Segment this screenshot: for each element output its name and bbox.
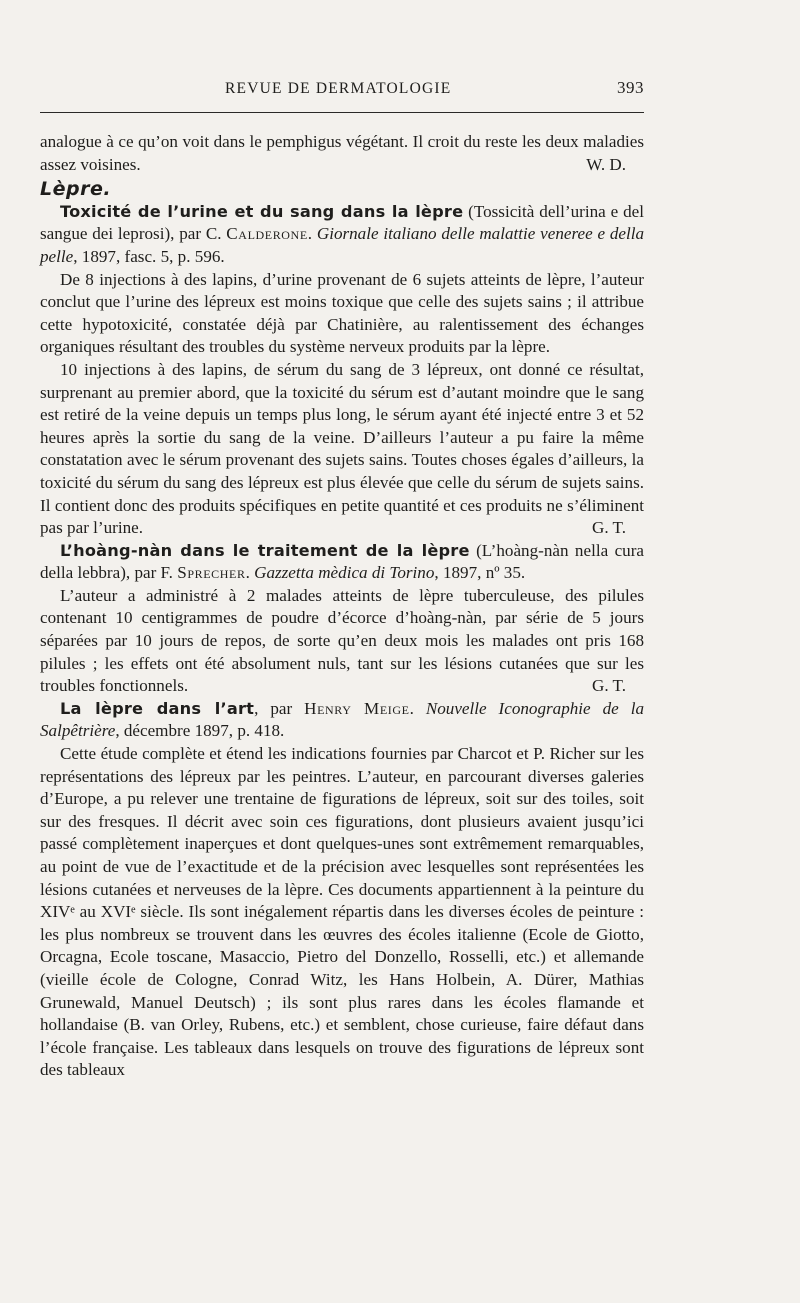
article-1-citation-c: , 1897, fasc. 5, p. 596. (73, 246, 225, 266)
intro-text: analogue à ce qu’on voit dans le pemphigus végétant. Il croit du reste les deux maladies assez voisines. (40, 132, 644, 174)
article-3-journal: Nouvelle Iconographie de la Salpêtrière (40, 698, 644, 741)
article-3-citation-c: , décembre 1897, p. 418. (115, 721, 285, 741)
intro-signature: W. D. (586, 154, 626, 174)
running-head (40, 80, 644, 102)
article-1-author: Calderone (226, 224, 308, 244)
article-3-citation-a: , par (254, 698, 305, 718)
article-1-citation-b: . (307, 224, 317, 244)
article-3-reference (40, 698, 644, 743)
article-2-paragraph-1 (40, 585, 644, 698)
article-1-signature: G. T. (591, 518, 626, 538)
article-3-heading: La lèpre dans l’art (60, 698, 255, 718)
article-1-paragraph-2-text: 10 injections à des lapins, de sérum du sang de 3 lépreux, ont donné ce résultat, surprenant au premier abord, que la toxicité du sérum est d’autant moindre que le sang est retiré de la veine depuis un temps plus long, le sérum ayant été injecté entre 3 et 52 heures après la sortie du sang de la veine. D’ailleurs l’auteur a pu faire la même constatation avec le sérum provenant des sujets sains. Toutes choses égales d’ailleurs, la toxicité du sérum du sang des lépreux est plus élevée que celle du sérum de sujets sains. Il contient donc des produits spécifiques en petite quantité et ces produits ne s’éliminent pas par l’urine. (40, 359, 644, 538)
article-1-reference (40, 201, 644, 269)
article-1-paragraph-2 (40, 359, 644, 540)
article-1-heading: Toxicité de l’urine et du sang dans la lèpre (60, 201, 464, 221)
intro-paragraph (40, 131, 644, 176)
running-title: REVUE DE DERMATOLOGIE (225, 80, 452, 97)
article-2-author: Sprecher (177, 563, 246, 583)
article-2-heading: L’hoàng-nàn dans le traitement de la lèpre (60, 540, 470, 560)
article-1-citation-a: (Tossicità dell’urina e del sangue dei leprosi), par C. (40, 201, 644, 244)
article-1-paragraph-1: De 8 injections à des lapins, d’urine provenant de 6 sujets atteints de lèpre, l’auteur conclut que l’urine des lépreux est moins toxique que celle des sujets sains ; il attribue cette hypotoxicité, constatée déjà par Chatinière, au ralentissement des échanges organiques résultant des troubles du système nerveux produits par la lèpre. (40, 269, 644, 357)
section-title: Lèpre. (40, 178, 112, 201)
header-rule (40, 112, 644, 113)
article-3-author: Henry Meige (304, 698, 410, 718)
article-2-signature: G. T. (591, 676, 626, 696)
article-2-citation-a: (L’hoàng-nàn nella cura della lebbra), par F. (40, 540, 645, 583)
article-2-citation-c: , 1897, nº 35. (434, 563, 526, 583)
article-2-citation-b: . (245, 563, 255, 583)
article-1-journal: Giornale italiano delle malattie veneree e della pelle (40, 224, 645, 266)
article-2-reference (40, 540, 644, 585)
page-body (40, 131, 644, 1082)
page-number: 393 (617, 78, 644, 97)
article-2-journal: Gazzetta mèdica di Torino (254, 563, 435, 583)
article-3-paragraph-1: Cette étude complète et étend les indications fournies par Charcot et P. Richer sur les représentations des lépreux par les peintres. L’auteur, en parcourant diverses galeries d’Europe, a pu relever une trentaine de figurations de lépreux, soit sur des toiles, soit sur des fresques. Il décrit avec soin ces figurations, dont plusieurs avaient jusqu’ici passé complètement inaperçues et dont quelques-unes sont extrêmement remarquables, au point de vue de l’exactitude et de la précision avec lesquelles sont représentées les lésions cutanées et nerveuses de la lèpre. Ces documents appartiennent à la peinture du XIVᵉ au XVIᵉ siècle. Ils sont inégalement répartis dans les diverses écoles de peinture : les plus nombreux se trouvent dans les œuvres des écoles italienne (Ecole de Giotto, Orcagna, Ecole toscane, Masaccio, Pietro del Donzello, Rosselli, etc.) et allemande (vieille école de Cologne, Conrad Witz, les Hans Holbein, A. Dürer, Mathias Grunewald, Manuel Deutsch) ; ils sont plus rares dans les écoles flamande et hollandaise (B. van Orley, Rubens, etc.) et semblent, chose curieuse, faire défaut dans l’école française. Les tableaux dans lesquels on trouve des figurations de lépreux sont des tableaux (40, 744, 644, 1080)
article-2-paragraph-1-text: L’auteur a administré à 2 malades atteints de lèpre tuberculeuse, des pilules contenant 10 centigrammes de poudre d’écorce d’hoàng-nàn, par série de 5 jours séparées par 10 jours de repos, de sorte qu’en deux mois les malades ont pris 168 pilules ; les effets ont été absolument nuls, tant sur les lésions cutanées que sur les troubles fonctionnels. (40, 585, 644, 696)
article-3-citation-b: . (409, 698, 426, 718)
